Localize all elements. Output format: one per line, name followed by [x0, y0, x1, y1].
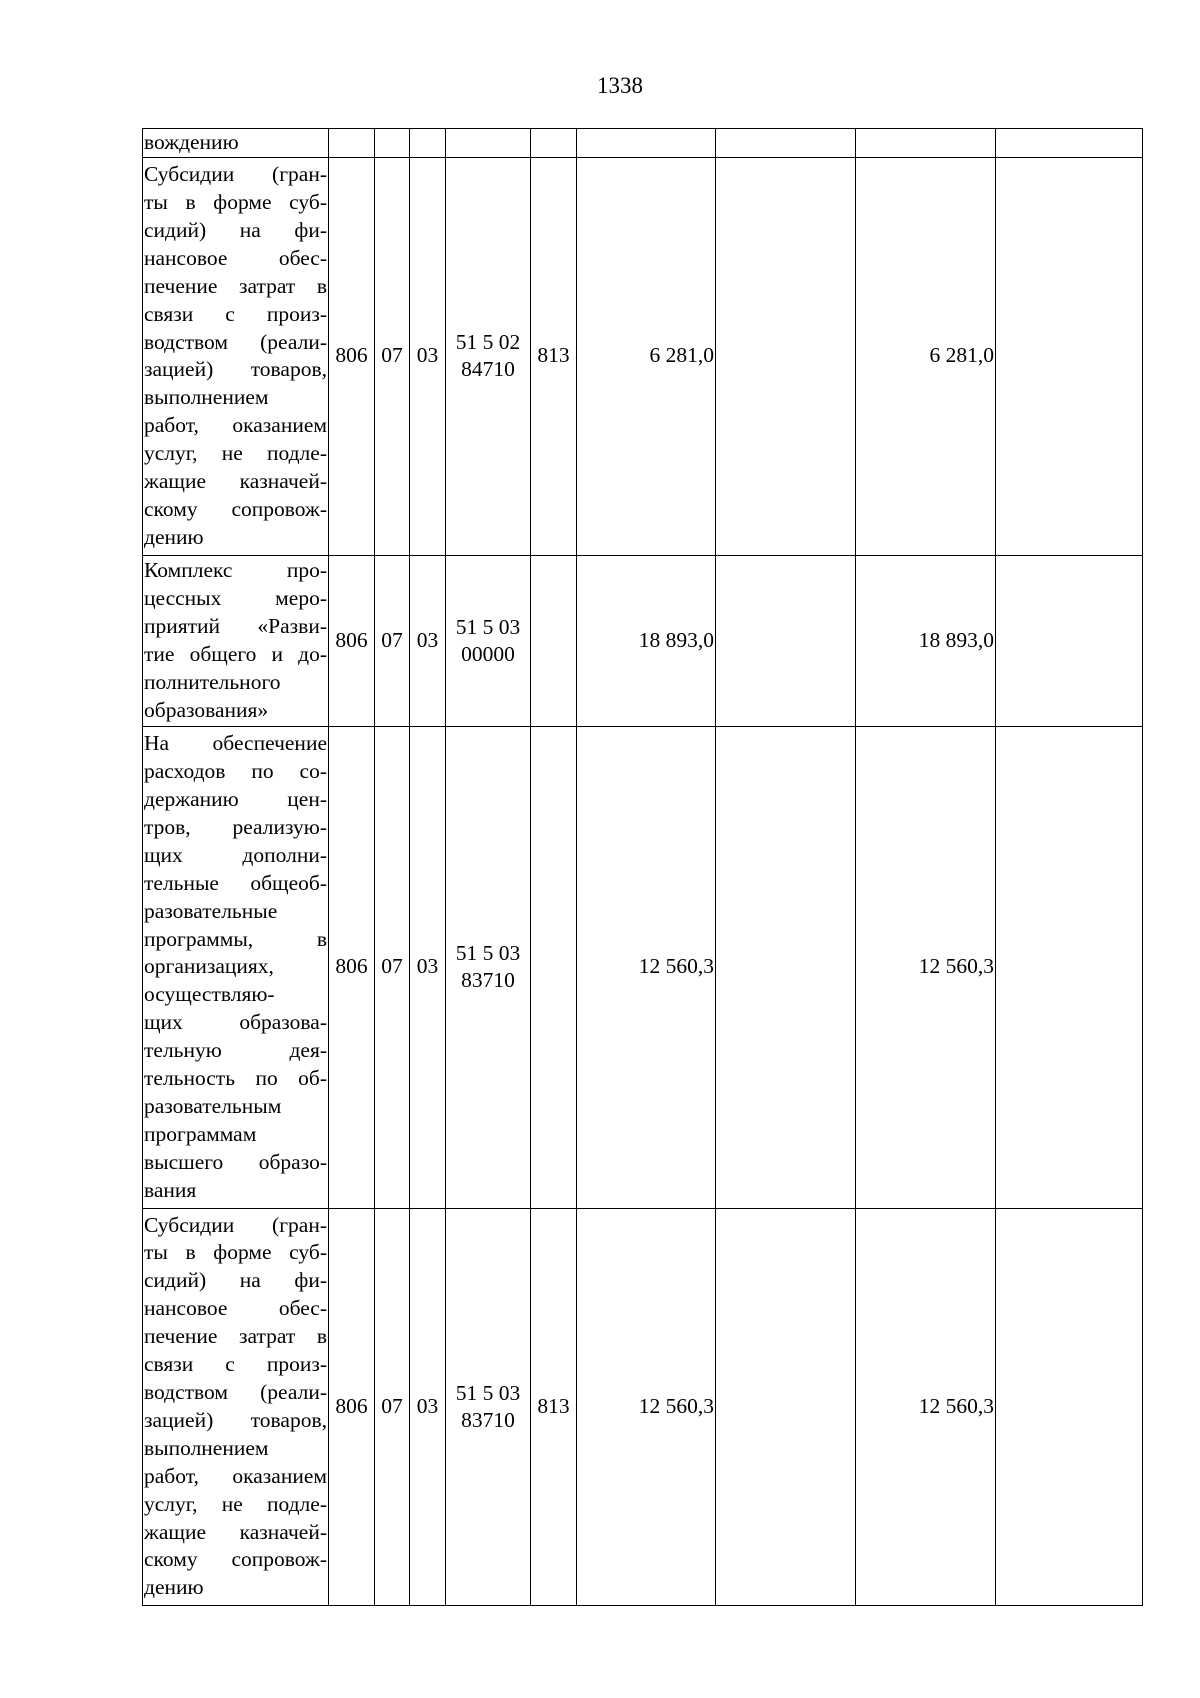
- description-line: тельную дея-: [144, 1038, 327, 1063]
- expense-type-cell: 813: [531, 1208, 577, 1605]
- description-line: работ, оказанием: [144, 413, 327, 438]
- amount-cell-4: [996, 129, 1143, 158]
- expense-type-cell: [531, 726, 577, 1208]
- row-description: [143, 129, 329, 158]
- description-line: цессных меро-: [144, 586, 327, 611]
- description-line: выполнением: [144, 1435, 269, 1460]
- description-line: скому сопровож-: [144, 496, 327, 521]
- subsection-code-cell: 03: [410, 726, 446, 1208]
- page-number: 1338: [597, 73, 643, 98]
- description-line: Субсидии (гран-: [144, 162, 327, 187]
- description-line: тельность по об-: [144, 1066, 327, 1091]
- description-line: полнительного: [144, 669, 281, 694]
- description-line: нансовое обес-: [144, 1296, 327, 1321]
- target-article-line: 00000: [461, 641, 515, 666]
- description-line: На обеспечение: [144, 731, 327, 756]
- target-article-line: 51 5 02: [455, 330, 521, 355]
- row-description: [143, 157, 329, 555]
- amount-cell-4: [996, 726, 1143, 1208]
- target-article-cell: [446, 555, 531, 726]
- description-line: тров, реализую-: [144, 814, 327, 839]
- target-article-line: 51 5 03: [455, 941, 521, 966]
- description-line: высшего образо-: [144, 1149, 327, 1174]
- description-line: расходов по со-: [144, 759, 327, 784]
- amount-cell-2: [716, 555, 856, 726]
- expense-type-cell: [531, 555, 577, 726]
- description-line: тельные общеоб-: [144, 870, 327, 895]
- description-line: щих дополни-: [144, 842, 327, 867]
- description-line: ты в форме суб-: [144, 189, 327, 214]
- description-line: связи с произ-: [144, 1352, 327, 1377]
- description-line: тие общего и до-: [144, 641, 327, 666]
- section-code-cell: 07: [375, 555, 410, 726]
- table-row: [143, 1208, 1143, 1605]
- ministry-code-cell: 806: [329, 726, 375, 1208]
- ministry-code-cell: 806: [329, 1208, 375, 1605]
- subsection-code-cell: 03: [410, 1208, 446, 1605]
- description-line: программам: [144, 1121, 257, 1146]
- description-line: организациях,: [144, 954, 274, 979]
- amount-cell-3: 12 560,3: [856, 726, 996, 1208]
- description-line: печение затрат в: [144, 273, 327, 298]
- description-line: услуг, не подле-: [144, 1491, 327, 1516]
- amount-cell-4: [996, 157, 1143, 555]
- amount-cell-3: 6 281,0: [856, 157, 996, 555]
- description-line: держанию цен-: [144, 787, 327, 812]
- description-line: скому сопровож-: [144, 1547, 327, 1572]
- expense-type-cell: 813: [531, 157, 577, 555]
- target-article-line: 51 5 03: [455, 1380, 521, 1405]
- target-article-cell: [446, 129, 531, 158]
- ministry-code-cell: 806: [329, 157, 375, 555]
- subsection-code-cell: [410, 129, 446, 158]
- description-line: Комплекс про-: [144, 558, 327, 583]
- amount-cell-1: 12 560,3: [577, 1208, 716, 1605]
- description-line: связи с произ-: [144, 301, 327, 326]
- description-line: водством (реали-: [144, 1380, 327, 1404]
- target-article-cell: [446, 157, 531, 555]
- description-line: ты в форме суб-: [144, 1240, 327, 1265]
- amount-cell-4: [996, 1208, 1143, 1605]
- table-row: [143, 157, 1143, 555]
- description-line: услуг, не подле-: [144, 441, 327, 466]
- description-line: зацией) товаров,: [144, 357, 327, 382]
- target-article-line: 83710: [461, 968, 515, 993]
- amount-cell-2: [716, 157, 856, 555]
- section-code-cell: 07: [375, 1208, 410, 1605]
- amount-cell-1: 6 281,0: [577, 157, 716, 555]
- budget-table: [142, 128, 1143, 1606]
- description-line: вания: [144, 1177, 197, 1202]
- description-line: разовательным: [144, 1093, 282, 1118]
- target-article-line: 51 5 03: [455, 614, 521, 639]
- description-line: разовательные: [144, 898, 278, 923]
- ministry-code-cell: [329, 129, 375, 158]
- amount-cell-1: [577, 129, 716, 158]
- subsection-code-cell: 03: [410, 555, 446, 726]
- description-line: зацией) товаров,: [144, 1407, 327, 1432]
- amount-cell-1: 18 893,0: [577, 555, 716, 726]
- description-line: сидий) на фи-: [144, 217, 327, 242]
- description-line: дению: [144, 1575, 204, 1600]
- description-line: водством (реали-: [144, 329, 327, 354]
- subsection-code-cell: 03: [410, 157, 446, 555]
- amount-cell-3: [856, 129, 996, 158]
- description-line: печение затрат в: [144, 1324, 327, 1349]
- description-line: щих образова-: [144, 1010, 327, 1035]
- target-article-line: 84710: [461, 357, 515, 382]
- amount-cell-1: 12 560,3: [577, 726, 716, 1208]
- description-line: программы, в: [144, 926, 327, 951]
- table-body: [143, 129, 1143, 1606]
- amount-cell-2: [716, 726, 856, 1208]
- description-line: жащие казначей-: [144, 1519, 327, 1544]
- description-line: Субсидии (гран-: [144, 1212, 327, 1237]
- description-line: образования»: [144, 697, 269, 722]
- description-line: выполнением: [144, 385, 269, 410]
- table-row: [143, 555, 1143, 726]
- table-row: [143, 726, 1143, 1208]
- description-line: приятий «Разви-: [144, 614, 327, 638]
- amount-cell-2: [716, 1208, 856, 1605]
- description-line: осуществляю-: [144, 982, 275, 1007]
- table-row: [143, 129, 1143, 158]
- section-code-cell: [375, 129, 410, 158]
- expense-type-cell: [531, 129, 577, 158]
- amount-cell-2: [716, 129, 856, 158]
- target-article-line: 83710: [461, 1407, 515, 1432]
- description-line: жащие казначей-: [144, 469, 327, 494]
- section-code-cell: 07: [375, 157, 410, 555]
- row-description: [143, 726, 329, 1208]
- description-line: нансовое обес-: [144, 245, 327, 270]
- description-line: сидий) на фи-: [144, 1268, 327, 1293]
- target-article-cell: [446, 726, 531, 1208]
- row-description: [143, 555, 329, 726]
- section-code-cell: 07: [375, 726, 410, 1208]
- amount-cell-3: 12 560,3: [856, 1208, 996, 1605]
- description-line: дению: [144, 524, 204, 549]
- row-description: [143, 1208, 329, 1605]
- target-article-cell: [446, 1208, 531, 1605]
- amount-cell-3: 18 893,0: [856, 555, 996, 726]
- amount-cell-4: [996, 555, 1143, 726]
- ministry-code-cell: 806: [329, 555, 375, 726]
- description-line: вождению: [144, 130, 239, 154]
- description-line: работ, оказанием: [144, 1463, 327, 1488]
